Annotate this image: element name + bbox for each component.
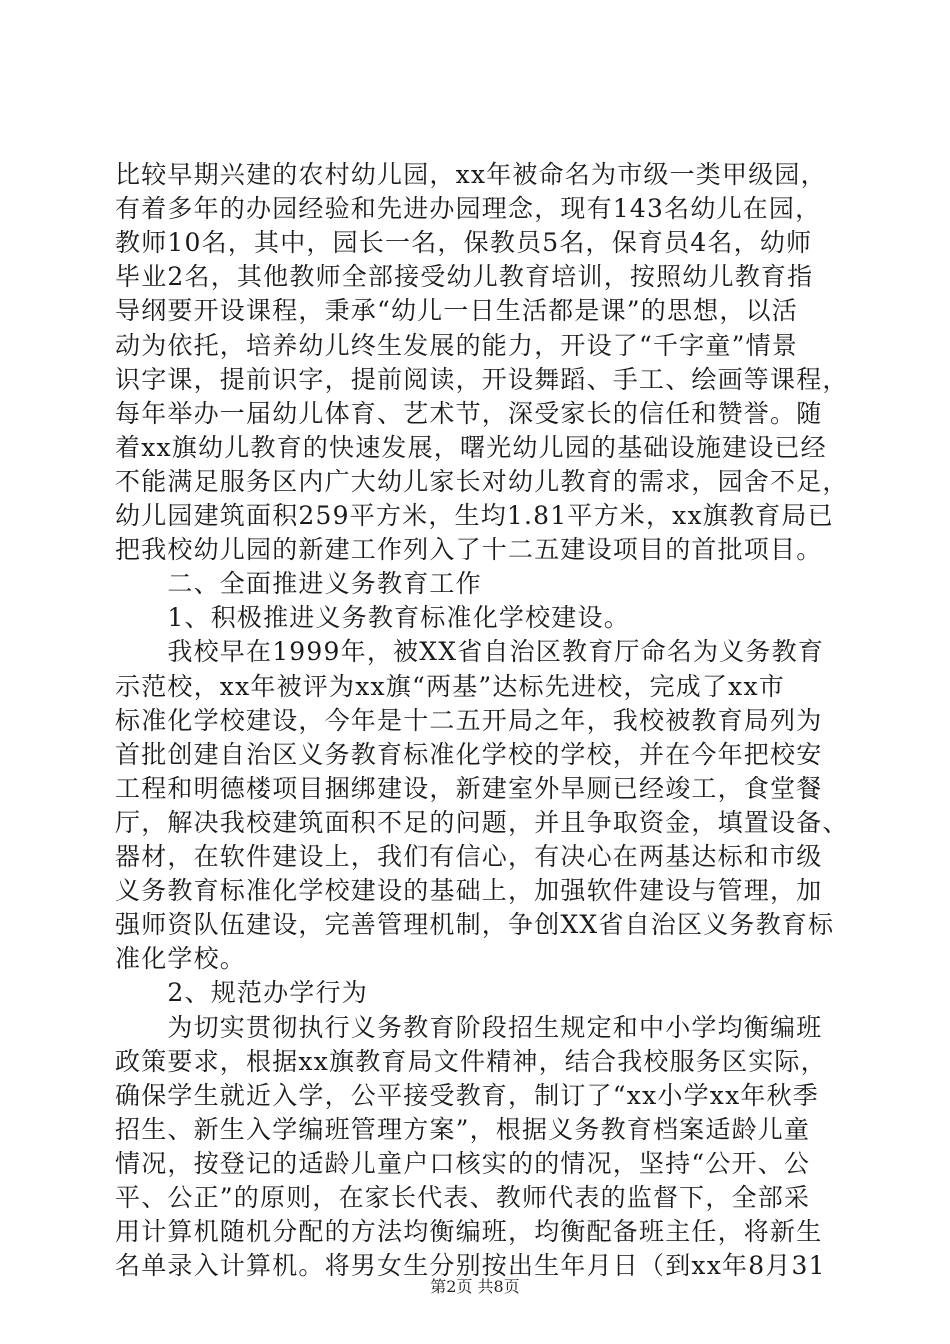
body-line: 义务教育标准化学校建设的基础上，加强软件建设与管理，加	[115, 876, 823, 906]
body-line: 把我校幼儿园的新建工作列入了十二五建设项目的首批项目。	[115, 535, 823, 565]
body-line: 动为依托，培养幼儿终生发展的能力，开设了“千字童”情景	[115, 330, 798, 360]
body-line: 平、公正”的原则，在家长代表、教师代表的监督下，全部采	[115, 1183, 811, 1212]
body-line: 名单录入计算机。将男女生分别按出生年月日（到xx年8月31	[115, 1251, 826, 1281]
body-line: 准化学校。	[115, 944, 247, 974]
body-line: 器材，在软件建设上，我们有信心，有决心在两基达标和市级	[115, 842, 823, 871]
body-line: 1、积极推进义务教育标准化学校建设。	[115, 603, 630, 633]
body-line: 着xx旗幼儿教育的快速发展，曙光幼儿园的基础设施建设已经	[115, 432, 827, 462]
body-line: 不能满足服务区内广大幼儿家长对幼儿教育的需求，园舍不足，	[115, 466, 849, 496]
body-line: 标准化学校建设，今年是十二五开局之年，我校被教育局列为	[115, 705, 823, 735]
body-line: 识字课，提前识字，提前阅读，开设舞蹈、手工、绘画等课程，	[115, 364, 849, 394]
body-line: 工程和明德楼项目捆绑建设，新建室外旱厕已经竣工，食堂餐	[115, 773, 823, 803]
body-line: 2、规范办学行为	[115, 978, 368, 1008]
body-line: 毕业2名，其他教师全部接受幼儿教育培训，按照幼儿教育指	[115, 262, 814, 292]
body-line: 用计算机随机分配的方法均衡编班，均衡配备班主任，将新生	[115, 1217, 823, 1247]
body-line: 每年举办一届幼儿体育、艺术节，深受家长的信任和赞誉。随	[115, 398, 823, 428]
body-line: 二、全面推进义务教育工作	[115, 569, 482, 599]
body-line: 厅，解决我校建筑面积不足的问题，并且争取资金，填置设备、	[115, 807, 849, 837]
body-line: 确保学生就近入学，公平接受教育，制订了“xx小学xx年秋季	[115, 1080, 819, 1110]
body-line: 首批创建自治区义务教育标准化学校的学校，并在今年把校安	[115, 739, 823, 769]
body-line: 幼儿园建筑面积259平方米，生均1.81平方米，xx旗教育局已	[115, 501, 834, 530]
page-footer: 第2页 共8页	[430, 1277, 520, 1296]
body-line: 教师10名，其中，园长一名，保教员5名，保育员4名，幼师	[115, 228, 813, 258]
body-line: 招生、新生入学编班管理方案”，根据义务教育档案适龄儿童	[115, 1114, 811, 1144]
body-line: 强师资队伍建设，完善管理机制，争创XX省自治区义务教育标	[115, 910, 835, 940]
body-line: 示范校，xx年被评为xx旗“两基”达标先进校，完成了xx市	[115, 671, 785, 701]
body-line: 有着多年的办园经验和先进办园理念，现有143名幼儿在园，	[115, 194, 822, 224]
body-line: 我校早在1999年，被XX省自治区教育厅命名为义务教育	[115, 637, 825, 667]
body-line: 比较早期兴建的农村幼儿园，xx年被命名为市级一类甲级园，	[115, 160, 827, 189]
body-line: 导纲要开设课程，秉承“幼儿一日生活都是课”的思想，以活	[115, 296, 798, 326]
body-line: 政策要求，根据xx旗教育局文件精神，结合我校服务区实际，	[115, 1046, 827, 1076]
body-line: 为切实贯彻执行义务教育阶段招生规定和中小学均衡编班	[115, 1012, 823, 1042]
body-line: 情况，按登记的适龄儿童户口核实的的情况，坚持“公开、公	[115, 1148, 811, 1178]
